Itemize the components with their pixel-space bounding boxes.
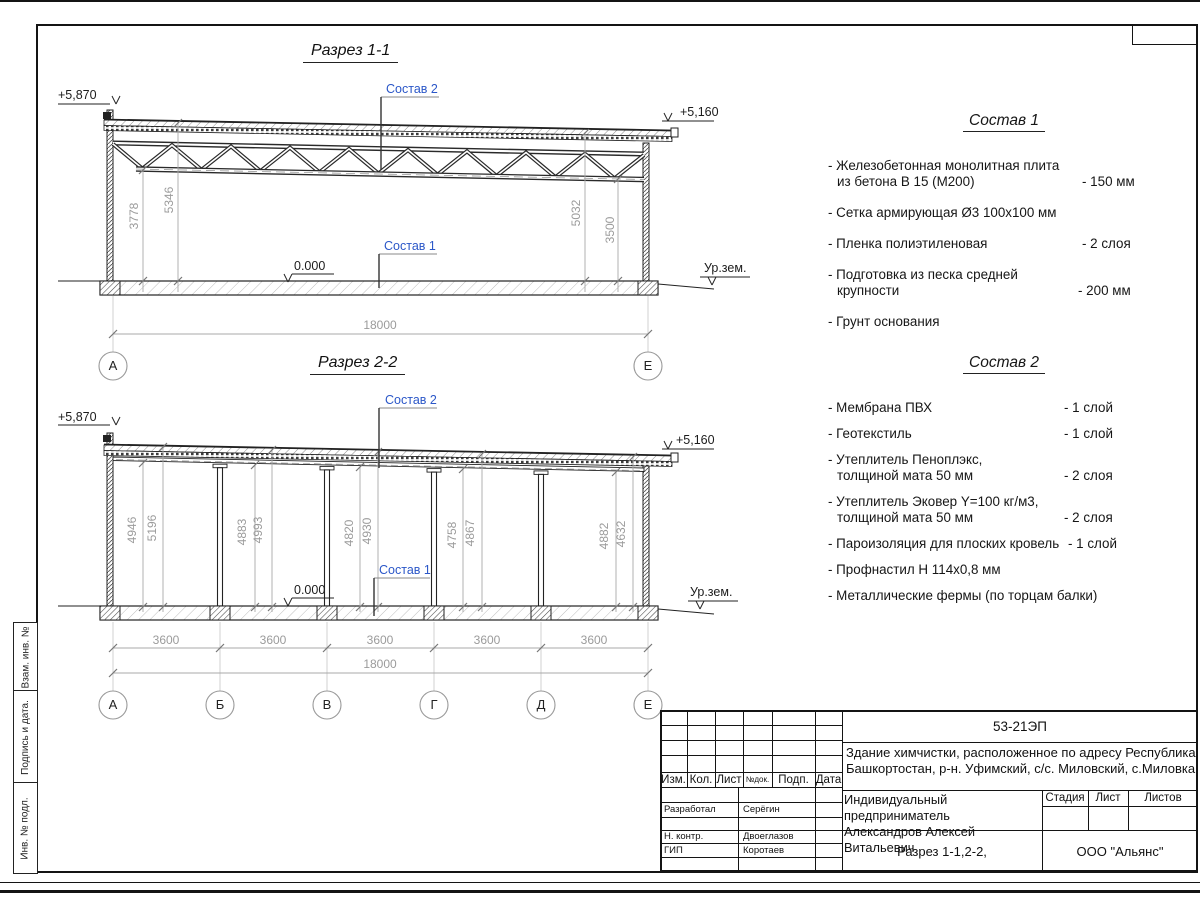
material-item: - Пленка полиэтиленовая - 2 слоя: [828, 236, 1131, 251]
bay-dim-label: 3600: [152, 633, 180, 647]
elevation-label: +5,160: [680, 105, 719, 119]
dim-label: 4883: [235, 518, 249, 546]
callout-sostav1: Состав 1: [379, 563, 431, 577]
axis-label: Б: [215, 697, 225, 712]
tb-col-izm: Изм.: [661, 773, 686, 786]
zero-level-label: 0.000: [294, 583, 326, 597]
dim-total-label: 18000: [363, 318, 397, 332]
tb-col-podp: Подп.: [778, 773, 809, 786]
bay-dim-label: 3600: [259, 633, 287, 647]
material-item: - Утеплитель Пеноплэкс, толщиной мата 50 мм - 2 слоя: [828, 452, 1113, 483]
tb-col-ndok: №док.: [745, 775, 770, 784]
material-item: - Утеплитель Эковер Y=100 кг/м3, толщиной мата 50 мм - 2 слоя: [828, 494, 1113, 525]
side-strip-label: Подпись и дата.: [20, 699, 32, 775]
dim-label: 3500: [603, 216, 617, 244]
tb-stage-col: Стадия: [1045, 792, 1085, 804]
tb-name: Коротаев: [743, 844, 785, 856]
material-item: - Металлические фермы (по торцам балки): [828, 588, 1098, 603]
callout-sostav2: Состав 2: [386, 82, 438, 96]
tb-sheets-col: Листов: [1144, 792, 1182, 804]
dim-label: 5346: [162, 186, 176, 214]
axis-label: Д: [536, 697, 546, 712]
axis-label: Е: [643, 358, 653, 373]
tb-name: Двоеглазов: [743, 831, 794, 842]
dim-label: 4867: [463, 519, 477, 547]
bay-dim-label: 3600: [473, 633, 501, 647]
tb-col-kol: Кол.: [689, 773, 713, 786]
dim-total-label: 18000: [363, 657, 397, 671]
material-item: - Профнастил Н 114х0,8 мм: [828, 562, 1001, 577]
tb-doc-code: 53-21ЭП: [993, 718, 1047, 734]
axis-label: Г: [430, 697, 438, 712]
material-item: - Сетка армирующая Ø3 100х100 мм: [828, 205, 1057, 220]
material-item: - Пароизоляция для плоских кровель - 1 слой: [828, 536, 1117, 551]
tb-name: Серёгин: [743, 804, 780, 815]
ground-level-label: Ур.зем.: [690, 585, 733, 599]
axis-label: А: [108, 358, 118, 373]
material-item: - Мембрана ПВХ - 1 слой: [828, 400, 1113, 415]
side-strip-label: Инв. № подл.: [20, 796, 32, 860]
tb-col-list: Лист: [716, 773, 742, 786]
material-item: - Геотекстиль - 1 слой: [828, 426, 1113, 441]
material-item: - Подготовка из песка средней крупности - 200 мм: [828, 267, 1131, 298]
callout-sostav2: Состав 2: [385, 393, 437, 407]
bay-dim-label: 3600: [366, 633, 394, 647]
tb-client: Индивидуальный предприниматель Александров Алексей Витальевич: [844, 792, 976, 855]
dim-label: 5196: [145, 514, 159, 542]
elevation-label: +5,870: [58, 88, 97, 102]
composition-1-list: [828, 112, 1180, 330]
tb-object-name: Здание химчистки, расположенное по адресу Республика Башкортостан, р-н. Уфимский, с/с. Миловский, с.Миловка: [846, 745, 1196, 776]
material-item: - Грунт основания: [828, 314, 940, 329]
tb-sheet-title: Разрез 1-1,2-2,: [897, 843, 987, 859]
side-strip-label: Взам. инв. №: [20, 626, 32, 688]
elevation-label: +5,160: [676, 433, 715, 447]
elevation-label: +5,870: [58, 410, 97, 424]
composition-2-title: Состав 2: [828, 354, 1180, 372]
bay-dim-label: 3600: [580, 633, 608, 647]
dim-label: 4820: [342, 519, 356, 547]
section-1-1-linework: [58, 96, 750, 380]
tb-sheet-col: Лист: [1095, 792, 1121, 804]
dim-label: 4993: [251, 516, 265, 544]
tb-company: ООО "Альянс": [1076, 843, 1164, 859]
tb-role: Н. контр.: [664, 831, 704, 842]
zero-level-label: 0.000: [294, 259, 326, 273]
material-item: - Железобетонная монолитная плита из бетона В 15 (М200) - 150 мм: [828, 158, 1135, 189]
tb-role: Разработал: [664, 804, 716, 815]
dim-label: 5032: [569, 199, 583, 227]
section-2-title: Разрез 2-2: [310, 354, 405, 375]
callout-sostav1: Состав 1: [384, 239, 436, 253]
section-1-title: Разрез 1-1: [303, 42, 398, 63]
axis-label: Е: [643, 697, 653, 712]
dim-label: 4882: [597, 522, 611, 550]
dim-label: 4632: [614, 520, 628, 548]
composition-2-list: [828, 354, 1180, 604]
composition-1-title: Состав 1: [828, 112, 1180, 130]
tb-col-data: Дата: [815, 773, 842, 786]
axis-label: В: [322, 697, 332, 712]
dim-label: 4758: [445, 521, 459, 549]
ground-level-label: Ур.зем.: [704, 261, 747, 275]
dim-label: 4946: [125, 516, 139, 544]
dim-label: 3778: [127, 202, 141, 230]
tb-role: ГИП: [664, 844, 683, 856]
dim-label: 4930: [360, 517, 374, 545]
axis-label: А: [108, 697, 118, 712]
